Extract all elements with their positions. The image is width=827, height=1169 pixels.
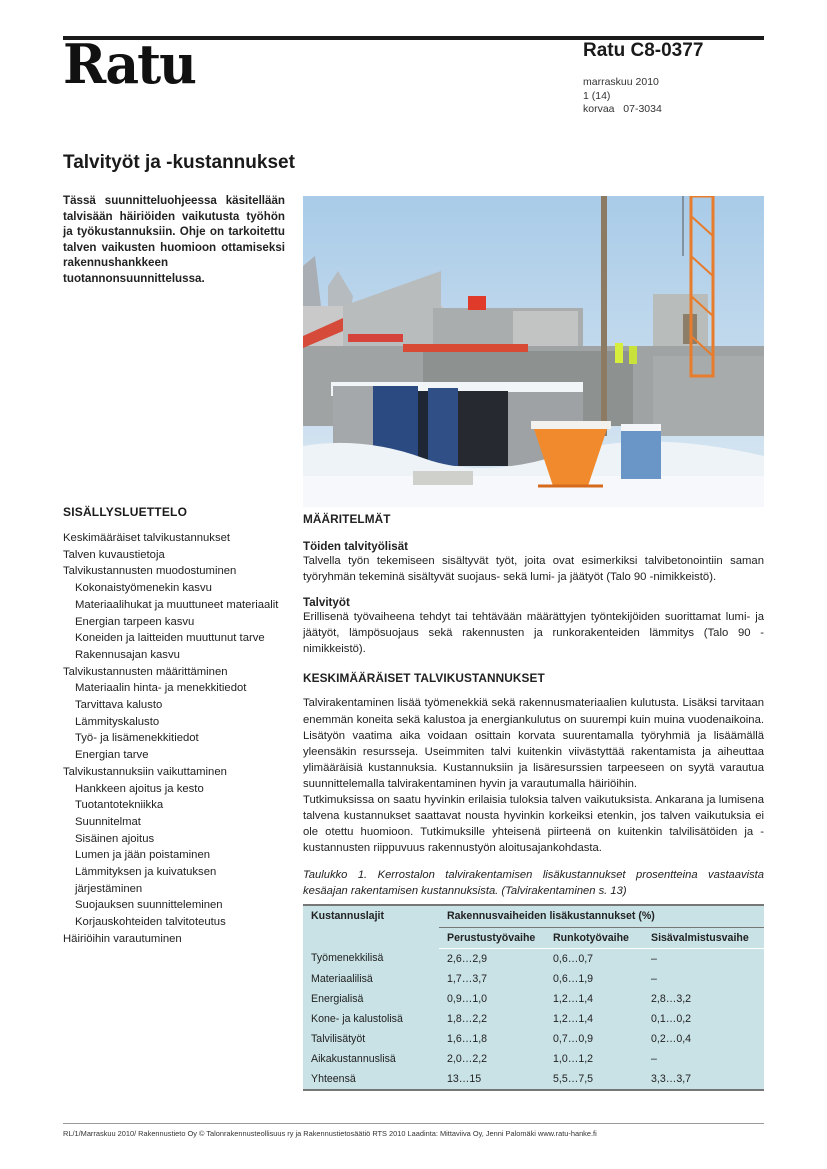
replaces-note: korvaa 07-3034 — [583, 103, 662, 115]
toc-subitem[interactable]: Lämmityksen ja kuivatuksen — [75, 866, 217, 879]
cell: 0,9…1,0 — [447, 992, 488, 1005]
table-row — [303, 969, 764, 989]
cell: 3,3…3,7 — [651, 1072, 692, 1085]
toc-subitem[interactable]: järjestäminen — [75, 882, 143, 895]
column-header: Sisävalmistusvaihe — [643, 927, 764, 948]
cell: 0,6…1,9 — [553, 972, 594, 985]
toc-subitem[interactable]: Tarvittava kalusto — [75, 699, 163, 712]
cell: Materiaalilisä — [311, 972, 373, 985]
main-column — [303, 512, 764, 1091]
table-row-total — [303, 1069, 764, 1090]
table-row — [303, 1009, 764, 1029]
definition-text: Erillisenä työvaiheena tehdyt tai tehtävään määrättyjen työntekijöiden suorittamat lumi- ja jäätyöt, lämpösuojaus sekä rakennusten ja runkorakenteiden lämmitys (Talo 90 -nimikkeistö). — [303, 611, 764, 656]
column-group-header: Rakennusvaiheiden lisäkustannukset (%) — [439, 905, 764, 928]
ratu-logo: Ratu — [63, 32, 195, 97]
toc-subitem[interactable]: Energian tarpeen kasvu — [75, 615, 195, 628]
cell: 1,6…1,8 — [447, 1032, 488, 1045]
cell: Energialisä — [311, 992, 364, 1005]
toc-subitem[interactable]: Lämmityskalusto — [75, 715, 160, 728]
cell: 0,7…0,9 — [553, 1032, 594, 1045]
toc-subitem[interactable]: Materiaalihukat ja muuttuneet materiaalit — [75, 598, 279, 611]
toc-subitem[interactable]: Tuotantotekniikka — [75, 799, 164, 812]
cell: – — [651, 952, 657, 965]
table-row — [303, 989, 764, 1009]
cell: 1,2…1,4 — [553, 992, 594, 1005]
section-heading: KESKIMÄÄRÄISET TALVIKUSTANNUKSET — [303, 671, 545, 686]
definition-term: Talvityöt — [303, 596, 350, 610]
column-header: Perustustyövaihe — [439, 927, 545, 948]
page-number: 1 (14) — [583, 89, 611, 102]
toc-subitem[interactable]: Kokonaistyömenekin kasvu — [75, 582, 212, 595]
toc-subitem[interactable]: Energian tarve — [75, 749, 149, 762]
toc-heading: SISÄLLYSLUETTELO — [63, 505, 188, 519]
table-of-contents — [63, 505, 295, 948]
cell: Yhteensä — [311, 1072, 356, 1085]
toc-subitem[interactable]: Materiaalin hinta- ja menekkitiedot — [75, 682, 247, 695]
toc-subitem[interactable]: Sisäinen ajoitus — [75, 832, 155, 845]
table-row — [303, 1029, 764, 1049]
column-header-cost-type: Kustannuslajit — [311, 909, 384, 922]
toc-item[interactable]: Häiriöihin varautuminen — [63, 932, 182, 945]
winter-cost-table — [303, 904, 764, 1091]
body-paragraph: Talvirakentaminen lisää työmenekkiä sekä rakennusmateriaalien kulutusta. Lisäksi tarvitaan enemmän koneita sekä kalustoa ja energiankulutus on suurempi kuin muina vuodenaikoina. Lisätyön vaatima aika voidaan osittain korvata suurentamalla työryhmiä ja lisäämällä yleensäkin resursseja. Useimmiten talvi kuitenkin viivästyttää rakentamista ja aiheuttaa ylimääräisiä kustannuksia. Kustannuksiin ja lisäresurssien tarpeeseen on syytä varautua suunnittelemalla talvirakentaminen hyvin ja varautumalla häiriöihin. — [303, 697, 764, 790]
page-title: Talvityöt ja -kustannukset — [63, 152, 295, 173]
toc-item[interactable]: Talven kuvaustietoja — [63, 548, 165, 561]
column-header: Runkotyövaihe — [545, 927, 643, 948]
cell: 5,5…7,5 — [553, 1072, 594, 1085]
toc-subitem[interactable]: Suunnitelmat — [75, 815, 141, 828]
toc-item[interactable]: Keskimääräiset talvikustannukset — [63, 532, 231, 544]
cell: 0,1…0,2 — [651, 1012, 692, 1025]
cell: 2,0…2,2 — [447, 1052, 488, 1065]
cell: 2,6…2,9 — [447, 952, 488, 965]
cell: Talvilisätyöt — [311, 1032, 366, 1045]
table-row — [303, 948, 764, 969]
cell: 0,6…0,7 — [553, 952, 594, 965]
cell: Aikakustannuslisä — [311, 1052, 396, 1065]
cell: 13…15 — [447, 1072, 482, 1085]
cell: 2,8…3,2 — [651, 992, 692, 1005]
definitions-heading: MÄÄRITELMÄT — [303, 512, 391, 526]
cell: Kone- ja kalustolisä — [311, 1012, 403, 1025]
cell: 1,8…2,2 — [447, 1012, 488, 1025]
cell: 1,2…1,4 — [553, 1012, 594, 1025]
document-meta — [583, 76, 662, 117]
body-paragraph: Tutkimuksissa on saatu hyvinkin erilaisia tuloksia talven vaikutuksista. Ankarana ja lumisena talvena kustannukset saattavat nousta hyvinkin korkeiksi etenkin, jos talven vaikutuksia ei ole otettu huomioon. Tutkimuksille yhteisenä piirteenä on kuitenkin talvilisätöiden ja -kustannusten riippuvuus rakennustyön aloitusajankohdasta. — [303, 794, 764, 855]
document-id: Ratu C8-0377 — [583, 40, 704, 61]
footer-credits: RL/1/Marraskuu 2010/ Rakennustieto Oy © Talonrakennusteollisuus ry ja Rakennustietosäätiö RTS 2010 Laadinta: Mittaviiva Oy, Jenni Palomäki www.ratu-hanke.fi — [63, 1129, 597, 1138]
toc-subitem[interactable]: Hankkeen ajoitus ja kesto — [75, 782, 204, 795]
publication-date: marraskuu 2010 — [583, 76, 659, 88]
cell: – — [651, 972, 657, 985]
table-row — [303, 1049, 764, 1069]
toc-subitem[interactable]: Suojauksen suunnitteleminen — [75, 899, 223, 912]
cell: 0,2…0,4 — [651, 1032, 692, 1045]
table-caption: Taulukko 1. Kerrostalon talvirakentamisen lisäkustannukset prosentteina vastaavista kesäajan rakentamisen kustannuksista. (Talvirakentaminen s. 13) — [303, 869, 764, 897]
cell: 1,7…3,7 — [447, 972, 488, 985]
definition-term: Töiden talvityölisät — [303, 540, 409, 553]
toc-subitem[interactable]: Lumen ja jään poistaminen — [75, 849, 211, 862]
construction-site-photo — [303, 196, 764, 507]
cell: Työmenekkilisä — [311, 952, 384, 965]
toc-subitem[interactable]: Rakennusajan kasvu — [75, 648, 180, 661]
toc-subitem[interactable]: Korjauskohteiden talvitoteutus — [75, 916, 226, 929]
toc-subitem[interactable]: Koneiden ja laitteiden muuttunut tarve — [75, 632, 265, 645]
cell: – — [651, 1052, 657, 1065]
toc-item[interactable]: Talvikustannuksiin vaikuttaminen — [63, 765, 227, 778]
toc-subitem[interactable]: Työ- ja lisämenekkitiedot — [75, 732, 199, 745]
definition-text: Talvella työn tekemiseen sisältyvät työt, joita ovat esimerkiksi talvibetonointiin saman työryhmän tekeminä sisältyvät suojaus- sekä lumi- ja jäätyöt (Talo 90 -nimikkeistö). — [303, 555, 764, 584]
toc-item[interactable]: Talvikustannusten muodostuminen — [63, 565, 237, 578]
intro-paragraph: Tässä suunnitteluohjeessa käsitellään talvisään häiriöiden vaikutusta työhön ja työkustannuksiin. Ohje on tarkoitettu talven vaikusten huomioon ottamiseksi rakennushankkeen tuotannonsuunnittelussa. — [63, 194, 285, 285]
toc-item[interactable]: Talvikustannusten määrittäminen — [63, 665, 228, 678]
cell: 1,0…1,2 — [553, 1052, 594, 1065]
footer-rule — [63, 1123, 764, 1124]
